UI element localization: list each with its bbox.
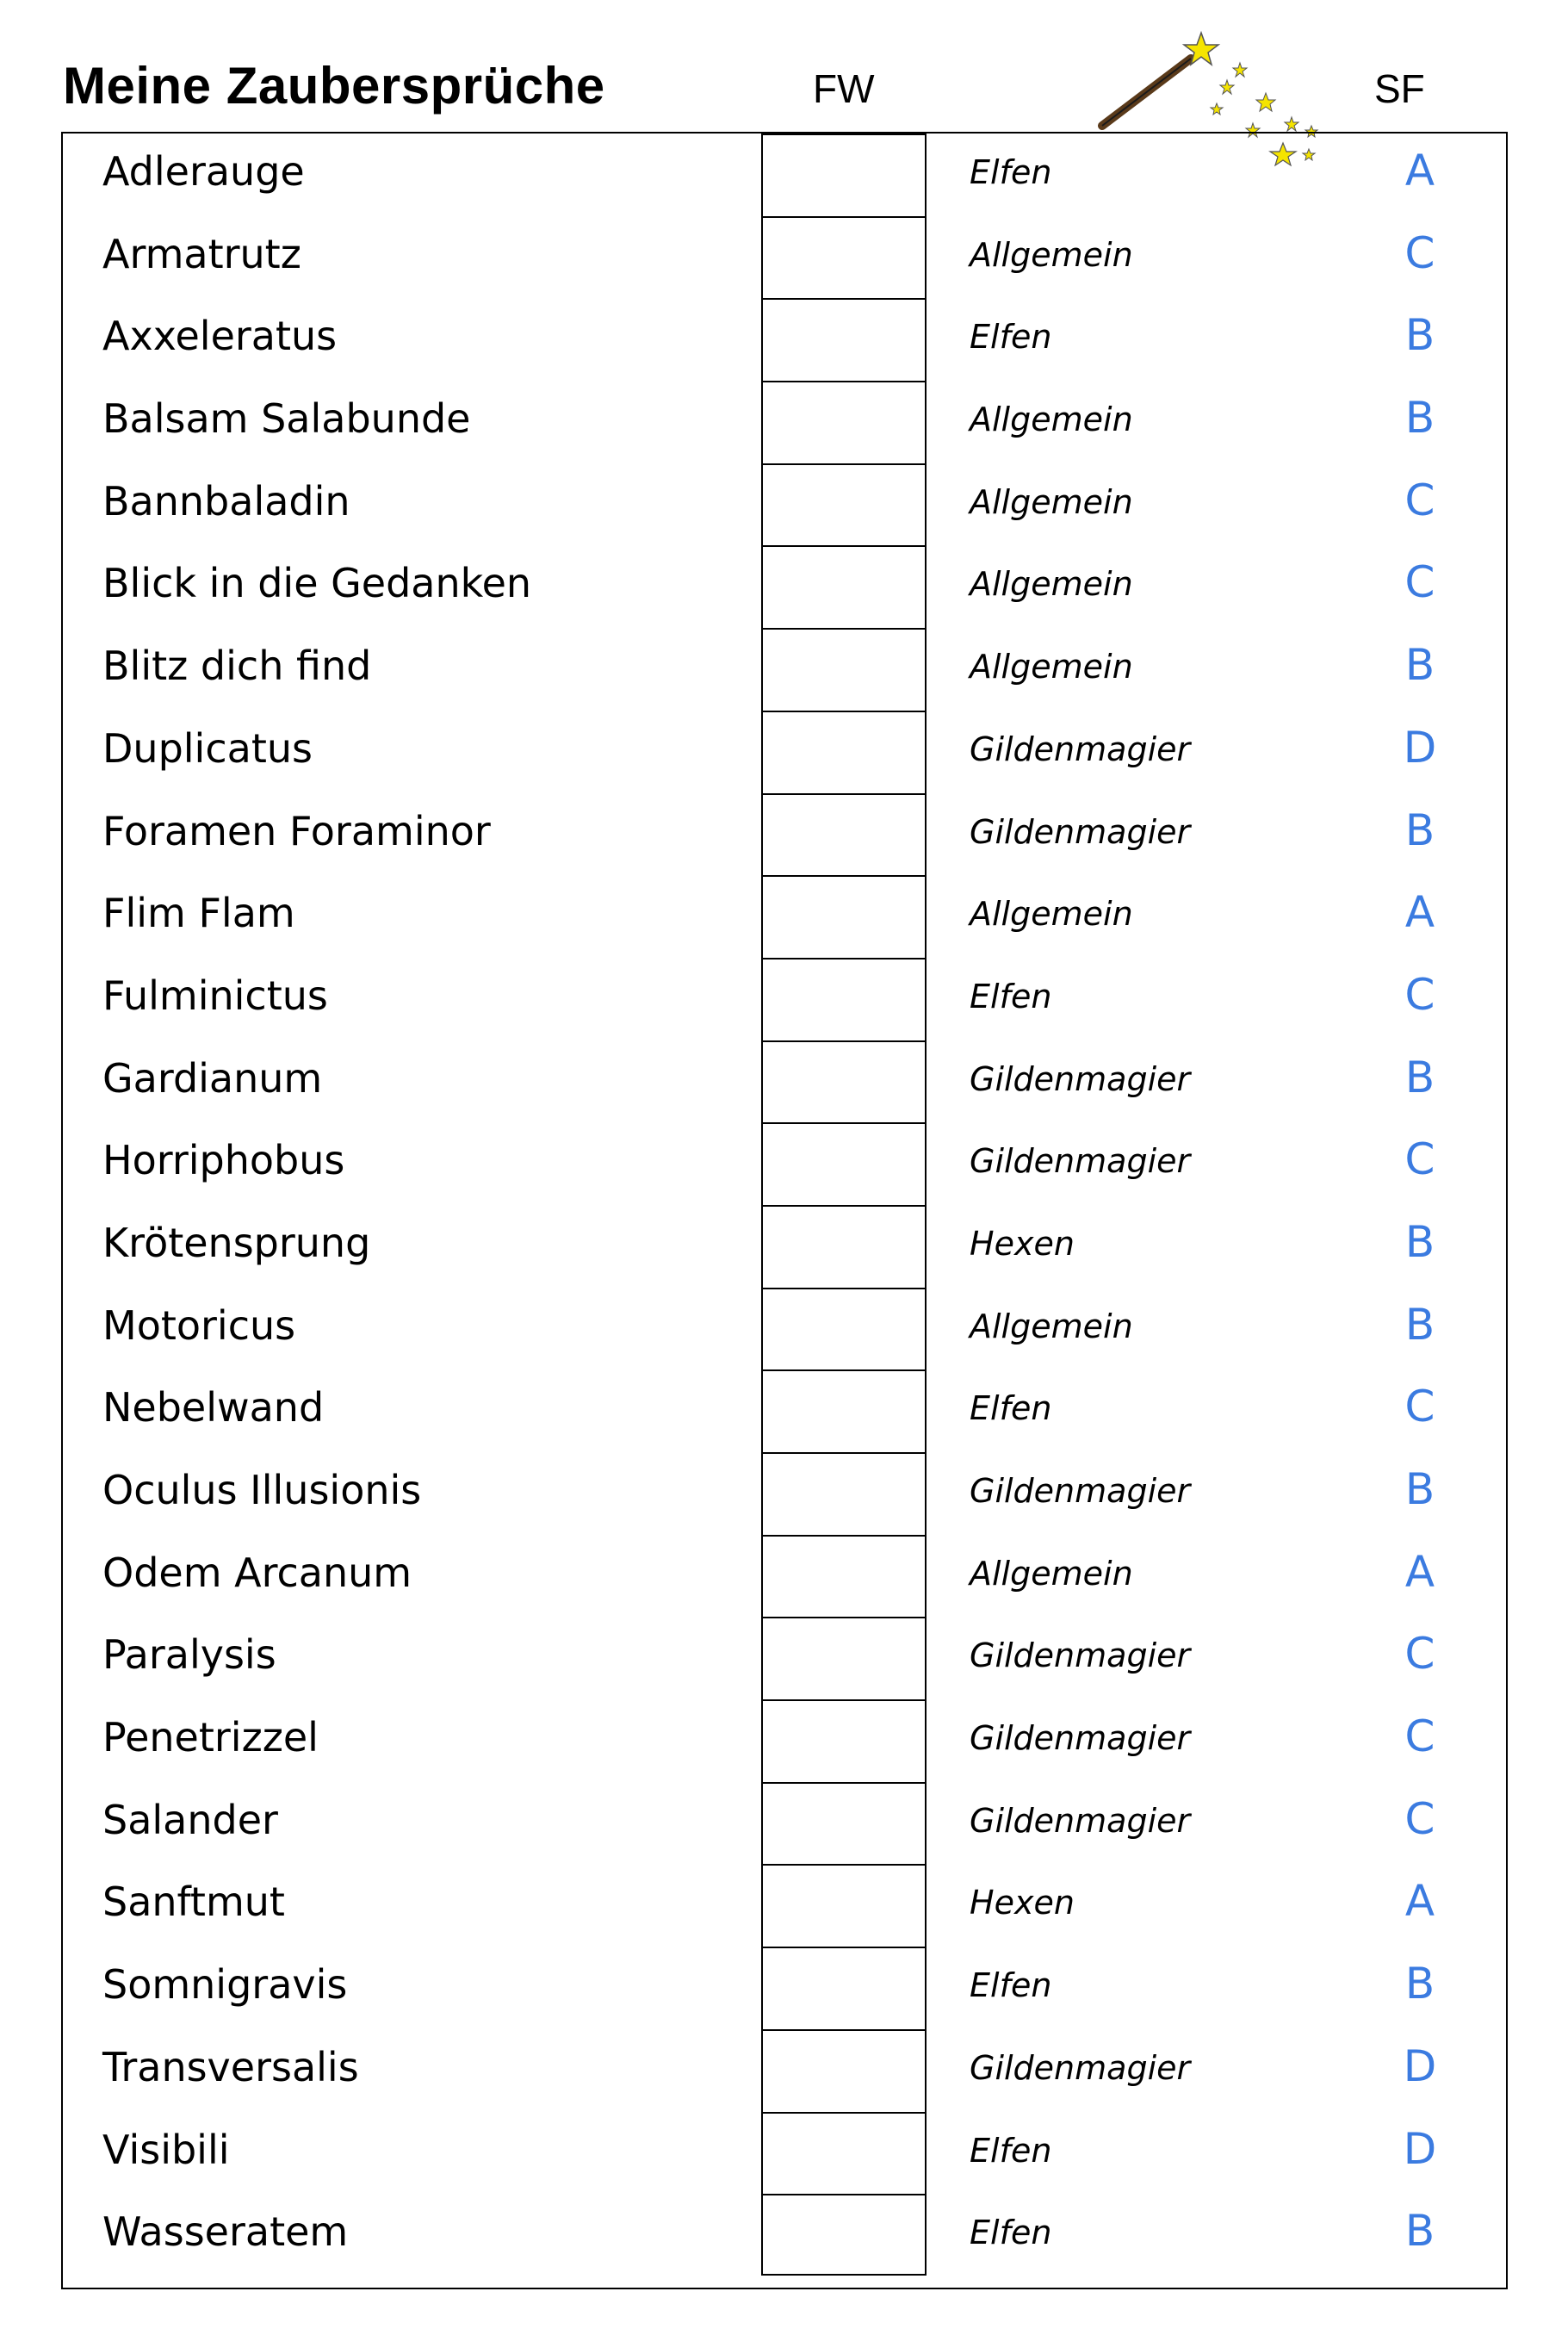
spell-grade: B [1404, 640, 1435, 691]
fw-input-box[interactable] [761, 2112, 927, 2195]
fw-input-box[interactable] [761, 793, 927, 876]
spell-grade: D [1403, 2040, 1437, 2091]
spell-school: Allgemein [970, 648, 1133, 686]
fw-input-box[interactable] [761, 1369, 927, 1452]
spell-name: Wasseratem [102, 2208, 349, 2256]
spell-grade: B [1404, 393, 1435, 444]
spell-school: Allgemein [970, 1554, 1133, 1593]
spell-grade: C [1404, 969, 1435, 1020]
table-row [61, 1288, 1508, 1370]
spell-school: Gildenmagier [970, 812, 1191, 851]
fw-input-box[interactable] [761, 1864, 927, 1947]
fw-input-box[interactable] [761, 1782, 927, 1865]
spell-name: Odem Arcanum [102, 1549, 412, 1596]
star-icon [1285, 117, 1298, 131]
spell-grade: B [1404, 1464, 1435, 1514]
page-title: Meine Zaubersprüche [63, 57, 605, 115]
fw-input-box[interactable] [761, 216, 927, 299]
spell-name: Motoricus [102, 1301, 296, 1349]
table-row [61, 1452, 1508, 1535]
spell-name: Oculus Illusionis [102, 1467, 422, 1513]
spell-grade: A [1404, 887, 1435, 938]
spell-school: Gildenmagier [970, 730, 1191, 768]
spell-name: Armatrutz [102, 230, 301, 277]
spell-school: Gildenmagier [970, 1142, 1191, 1181]
fw-input-box[interactable] [761, 711, 927, 793]
spell-grade: B [1404, 1299, 1435, 1350]
spell-grade: C [1404, 1793, 1435, 1844]
table-row [61, 2112, 1508, 2195]
spell-name: Horriphobus [102, 1137, 345, 1184]
spell-grade: B [1404, 2206, 1435, 2257]
table-row [61, 134, 1508, 216]
table-row [61, 1369, 1508, 1452]
fw-input-box[interactable] [761, 463, 927, 546]
spell-school: Allgemein [970, 1307, 1133, 1345]
spell-name: Balsam Salabunde [102, 395, 471, 443]
fw-input-box[interactable] [761, 2029, 927, 2112]
spell-grade: B [1404, 310, 1435, 361]
fw-input-box[interactable] [761, 1535, 927, 1618]
spell-grade: C [1404, 227, 1435, 278]
star-icon [1220, 80, 1234, 94]
table-row [61, 2194, 1508, 2276]
spell-grade: C [1404, 1382, 1435, 1432]
spell-grade: B [1404, 1959, 1435, 2009]
fw-input-box[interactable] [761, 958, 927, 1040]
fw-input-box[interactable] [761, 875, 927, 958]
spell-grade: C [1404, 1711, 1435, 1762]
star-icon [1256, 93, 1275, 111]
spell-school: Gildenmagier [970, 1719, 1191, 1758]
table-row [61, 958, 1508, 1040]
table-row [61, 1040, 1508, 1123]
spell-name: Foramen Foraminor [102, 807, 491, 854]
table-row [61, 1535, 1508, 1618]
spell-school: Elfen [970, 2214, 1052, 2252]
spell-grade: A [1404, 1876, 1435, 1927]
table-row [61, 711, 1508, 793]
spell-name: Krötensprung [102, 1219, 371, 1266]
spell-name: Blick in die Gedanken [102, 560, 532, 607]
spell-grade: A [1404, 1546, 1435, 1597]
fw-input-box[interactable] [761, 1452, 927, 1535]
spell-name: Penetrizzel [102, 1714, 319, 1761]
table-row [61, 793, 1508, 876]
table-row [61, 1947, 1508, 2029]
spell-name: Paralysis [102, 1631, 276, 1679]
spell-school: Elfen [970, 1389, 1052, 1428]
fw-input-box[interactable] [761, 628, 927, 711]
fw-input-box[interactable] [761, 381, 927, 463]
spell-name: Gardianum [102, 1054, 323, 1102]
spell-grade: D [1403, 2123, 1437, 2174]
spell-name: Bannbaladin [102, 477, 350, 525]
table-row [61, 381, 1508, 463]
spell-grade: A [1404, 146, 1435, 196]
star-icon [1233, 63, 1247, 77]
spell-school: Gildenmagier [970, 1059, 1191, 1098]
table-row [61, 1205, 1508, 1288]
spell-grade: C [1404, 475, 1435, 525]
spell-name: Blitz dich find [102, 643, 372, 690]
spell-grade: B [1404, 804, 1435, 855]
spell-name: Adlerauge [102, 148, 305, 195]
star-icon [1211, 103, 1223, 115]
spell-school: Gildenmagier [970, 2048, 1191, 2087]
column-header-fw: FW [813, 66, 875, 111]
spell-school: Hexen [970, 1884, 1075, 1922]
table-row [61, 1782, 1508, 1865]
spell-school: Elfen [970, 318, 1052, 357]
spell-school: Allgemein [970, 895, 1133, 934]
spell-table [61, 134, 1508, 2276]
spell-name: Nebelwand [102, 1384, 325, 1431]
table-row [61, 1617, 1508, 1699]
fw-input-box[interactable] [761, 1617, 927, 1699]
fw-input-box[interactable] [761, 1699, 927, 1782]
spell-name: Fulminictus [102, 972, 328, 1019]
spell-school: Elfen [970, 2131, 1052, 2170]
spell-name: Flim Flam [102, 890, 295, 937]
fw-input-box[interactable] [761, 298, 927, 381]
table-row [61, 628, 1508, 711]
fw-input-box[interactable] [761, 1205, 927, 1288]
spell-school: Elfen [970, 977, 1052, 1015]
fw-input-box[interactable] [761, 1040, 927, 1123]
spell-school: Gildenmagier [970, 1636, 1191, 1675]
spell-name: Transversalis [102, 2043, 359, 2090]
table-row [61, 1699, 1508, 1782]
spell-school: Hexen [970, 1224, 1075, 1263]
table-row [61, 1122, 1508, 1205]
table-row [61, 545, 1508, 628]
spell-name: Axxeleratus [102, 313, 338, 360]
table-row [61, 1864, 1508, 1947]
spell-school: Elfen [970, 153, 1052, 191]
spell-school: Allgemein [970, 235, 1133, 274]
spell-school: Allgemein [970, 482, 1133, 521]
table-row [61, 298, 1508, 381]
table-row [61, 216, 1508, 299]
table-row [61, 2029, 1508, 2112]
spell-school: Gildenmagier [970, 1801, 1191, 1840]
spell-grade: C [1404, 1629, 1435, 1680]
spell-name: Duplicatus [102, 724, 313, 772]
spell-grade: B [1404, 1216, 1435, 1267]
column-header-sf: SF [1374, 66, 1425, 111]
spell-grade: B [1404, 1052, 1435, 1102]
fw-input-box[interactable] [761, 1122, 927, 1205]
fw-input-box[interactable] [761, 1947, 927, 2029]
spell-school: Elfen [970, 1966, 1052, 2005]
fw-input-box[interactable] [761, 1288, 927, 1370]
spell-name: Salander [102, 1796, 278, 1843]
table-row [61, 875, 1508, 958]
fw-input-box[interactable] [761, 545, 927, 628]
spell-grade: D [1403, 722, 1437, 773]
spell-name: Somnigravis [102, 1961, 348, 2009]
spell-grade: C [1404, 557, 1435, 608]
spell-grade: C [1404, 1134, 1435, 1185]
table-row [61, 463, 1508, 546]
spell-name: Sanftmut [102, 1879, 285, 1926]
spell-name: Visibili [102, 2126, 230, 2173]
fw-input-box[interactable] [761, 2194, 927, 2276]
spell-school: Gildenmagier [970, 1472, 1191, 1510]
spell-school: Allgemein [970, 401, 1133, 439]
fw-input-box[interactable] [761, 134, 927, 216]
spell-school: Allgemein [970, 565, 1133, 604]
